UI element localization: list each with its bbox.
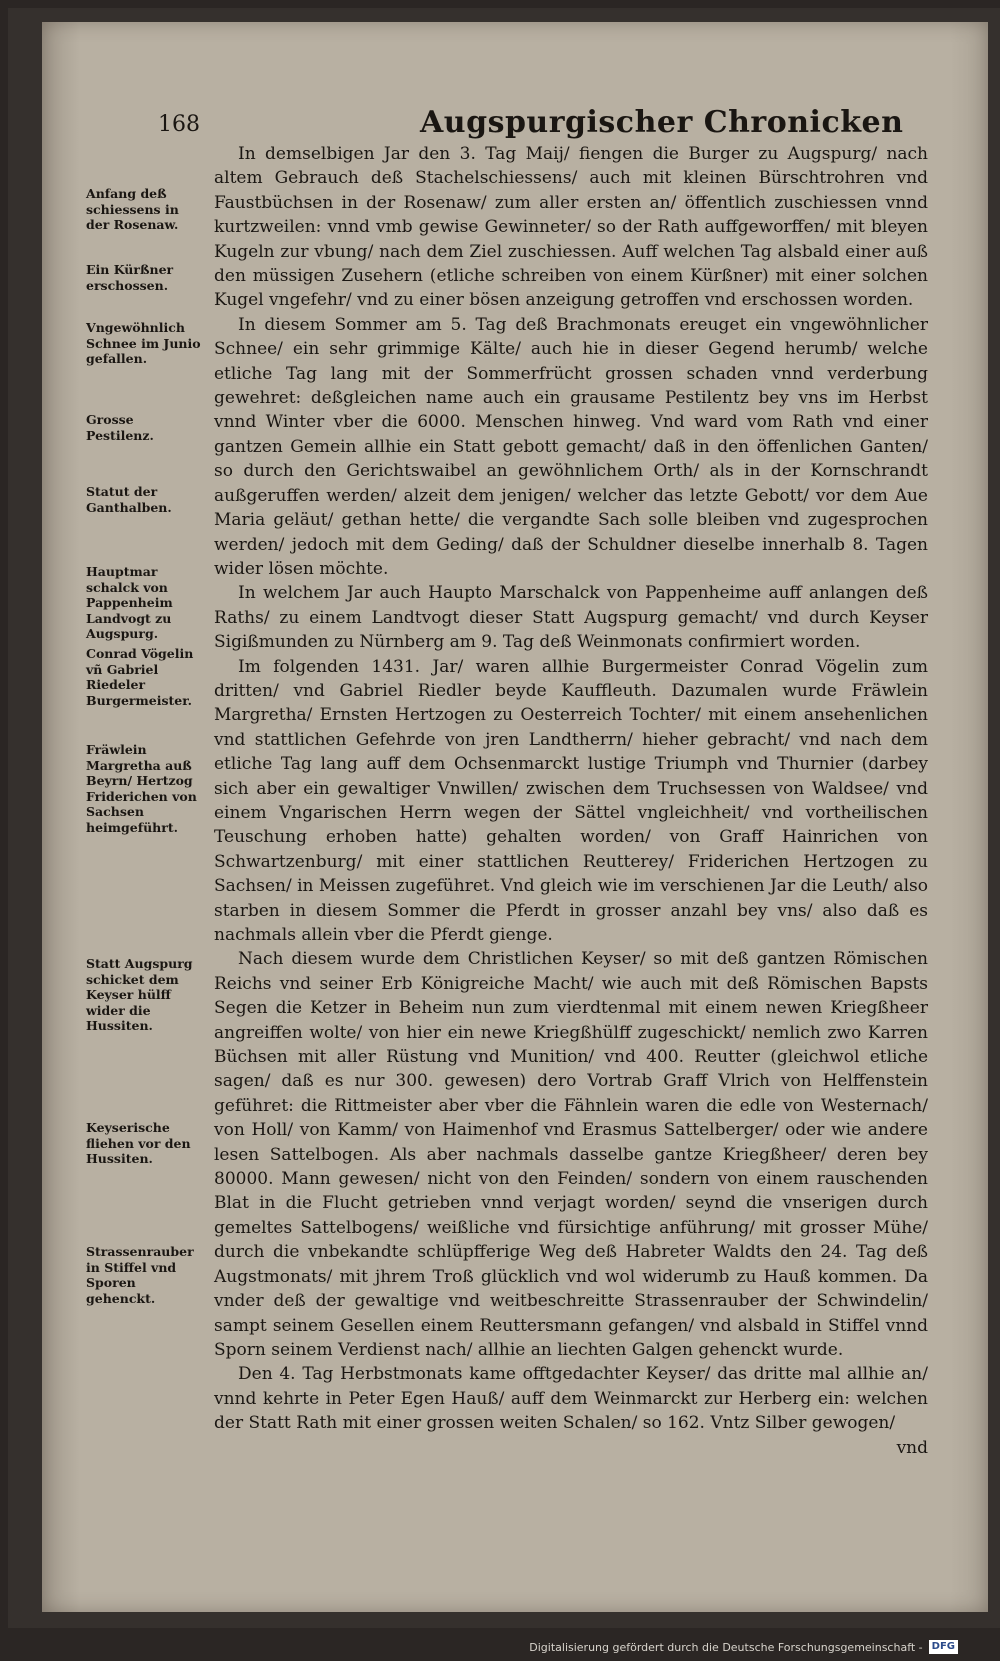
paragraph: In diesem Sommer am 5. Tag deß Brachmonats ereuget ein vngewöhnlicher Schnee/ ein sehr grimmige Kälte/ auch hie in dieser Gegend herumb/ welche etliche Tag lang mit der Sommerfrücht grossen schaden vnnd verderbung gewehret: deßgleichen name auch ein grausame Pestilentz bey vns im Herbst vnnd Winter vber die 6000. Menschen hinweg. Vnd ward vom Rath vnd einer gantzen Gemein allhie ein Statt gebott gemacht/ daß in den öffenlichen Ganten/ so durch den Gerichtswaibel an gewöhnlichem Orth/ als in der Kornschrandt außgeruffen werden/ alzeit dem jenigen/ welcher das letzte Gebott/ vor dem Aue Maria geläut/ gethan hette/ die vergandte Sach solle bleiben vnd zugesprochen werden/ jedoch mit dem Geding/ daß der Schuldner dieselbe innerhalb 8. Tagen wider lösen möchte. bbox=[214, 314, 928, 579]
main-text bbox=[214, 142, 928, 1462]
running-title: Augspurgischer Chronicken bbox=[420, 105, 904, 140]
margin-note-furrier: Ein Kürßner erschossen. bbox=[86, 262, 174, 293]
paragraph: Im folgenden 1431. Jar/ waren allhie Burgermeister Conrad Vögelin zum dritten/ vnd Gabriel Riedler beyde Kauffleuth. Dazumalen wurde Fräwlein Margretha/ Ernsten Hertzogen zu Oesterreich Tochter/ mit einem ansehenlichen vnd stattlichen Gefehrde von jren Landtherrn/ hieher gebracht/ vnd nach dem etliche Tag lang auff dem Ochsenmarckt lustige Triumph vnd Thurnier (darbey sich aber ein gewaltiger Vnwillen/ zwischen dem Truchsessen von Waldsee/ vnd einem Vngarischen Herrn wegen der Sättel vngleichheit/ vnd vortheilischen Teuschung erhoben hatte) gehalten worden/ von Graff Hainrichen von Schwartzenburg/ mit einer stattlichen Reutterey/ Friderichen Hertzogen zu Sachsen/ in Meissen zugeführet. Vnd gleich wie im verschienen Jar die Leuth/ also starben in diesem Sommer die Pferdt in grosser anzahl bey vns/ also daß es nachmals allein vber die Pferdt gienge. bbox=[214, 656, 928, 945]
margin-note-robber: Strassenrauber in Stiffel vnd Sporen gehenckt. bbox=[86, 1244, 194, 1306]
dfg-logo: DFG bbox=[929, 1640, 958, 1654]
paragraph: In demselbigen Jar den 3. Tag Maij/ fiengen die Burger zu Augspurg/ nach altem Gebrauch deß Stachelschiessens/ auch mit kleinen Bürschtrohren vnd Faustbüchsen in der Rosenaw/ zum aller ersten an/ öffentlich zuschiessen vnnd kurtzweilen: vnnd vmb gewise Gewinneter/ so der Rath auffgeworffen/ mit bleyen Kugeln zur vbung/ nach dem Ziel zuschiessen. Auff welchen Tag alsbald einer auß den müssigen Zusehern (etliche schreiben von einem Kürßner) mit einer solchen Kugel vngefehr/ vnd zu einer bösen anzeigung getroffen vnd erschossen worden. bbox=[214, 144, 928, 311]
margin-note-statute: Statut der Ganthalben. bbox=[86, 484, 172, 515]
paragraph: Den 4. Tag Herbstmonats kame offtgedachter Keyser/ das dritte mal allhie an/ vnnd kehrte in Peter Egen Hauß/ auff dem Weinmarckt zur Herberg ein: welchen der Statt Rath mit einer grossen weiten Schalen/ so 162. Vntz Silber gewogen/ bbox=[214, 1364, 928, 1434]
margin-note-pappenheim: Hauptmar schalck von Pappenheim Landvogt zu Augspurg. bbox=[86, 564, 173, 641]
paragraph: Nach diesem wurde dem Christlichen Keyser/ so mit deß gantzen Römischen Reichs vnd seiner Erb Königreiche Macht/ wie auch mit deß Römischen Bapsts Segen die Ketzer in Beheim nun zum vierdtenmal mit einem newen Kriegßheer angreiffen wolte/ von hier ein newe Kriegßhülff zugeschickt/ nemlich zwo Karren Büchsen mit aller Rüstung vnd Munition/ vnd 400. Reutter (gleichwol etliche sagen/ daß es nur 300. gewesen) dero Vortrab Graff Vlrich von Helffenstein geführet: die Rittmeister aber vber die Fähnlein waren die edle von Westernach/ von Holl/ von Kamm/ von Haimenhof vnd Erasmus Sattelberger/ oder wie andere lesen Sattelbogen. Als aber nachmals dasselbe gantze Kriegßheer/ deren bey 80000. Mann gewesen/ nicht von den Feinden/ sondern von einem rauschenden Blat in die Flucht getrieben vnnd verjagt worden/ seynd die vnserigen durch gemeltes Sattelbogens/ weißliche vnd fürsichtige anführung/ mit grosser Mühe/ durch die vnbekandte schlüpfferige Weg deß Habreter Waldts den 24. Tag deß Augstmonats/ mit jhrem Troß glücklich vnd wol widerumb zu Hauß kommen. Da vnder deß der gewaltige vnd weitbeschreitte Strassenrauber der Schwindelin/ sampt seinem Gesellen einem Reuttersmann gefangen/ vnd alsbald in Stiffel vnnd Sporn seinem Verdienst nach/ allhie an liechten Galgen gehenckt wurde. bbox=[214, 949, 928, 1360]
margin-note-margretha: Fräwlein Margretha auß Beyrn/ Hertzog Friderichen von Sachsen heimgeführt. bbox=[86, 742, 197, 835]
margin-note-mayors: Conrad Vögelin vñ Gabriel Riedeler Burgermeister. bbox=[86, 646, 194, 708]
paragraph: In welchem Jar auch Haupto Marschalck von Pappenheime auff anlangen deß Raths/ zu einem Landtvogt dieser Statt Augspurg gemacht/ vnd durch Keyser Sigißmunden zu Nürnberg am 9. Tag deß Weinmonats confirmiert worden. bbox=[214, 583, 928, 653]
catchword: vnd bbox=[896, 1437, 928, 1458]
margin-note-flight: Keyserische fliehen vor den Hussiten. bbox=[86, 1120, 191, 1166]
funding-text: Digitalisierung gefördert durch die Deutsche Forschungsgemeinschaft - bbox=[529, 1640, 923, 1654]
margin-note-shooting: Anfang deß schiessens in der Rosenaw. bbox=[86, 186, 179, 232]
margin-note-snow: Vngewöhnlich Schnee im Junio gefallen. bbox=[86, 320, 201, 366]
margin-note-aid: Statt Augspurg schicket dem Keyser hülff wider die Hussiten. bbox=[86, 956, 193, 1033]
funding-footer bbox=[529, 1640, 958, 1654]
page-number: 168 bbox=[158, 112, 200, 137]
margin-note-plague: Grosse Pestilenz. bbox=[86, 412, 154, 443]
